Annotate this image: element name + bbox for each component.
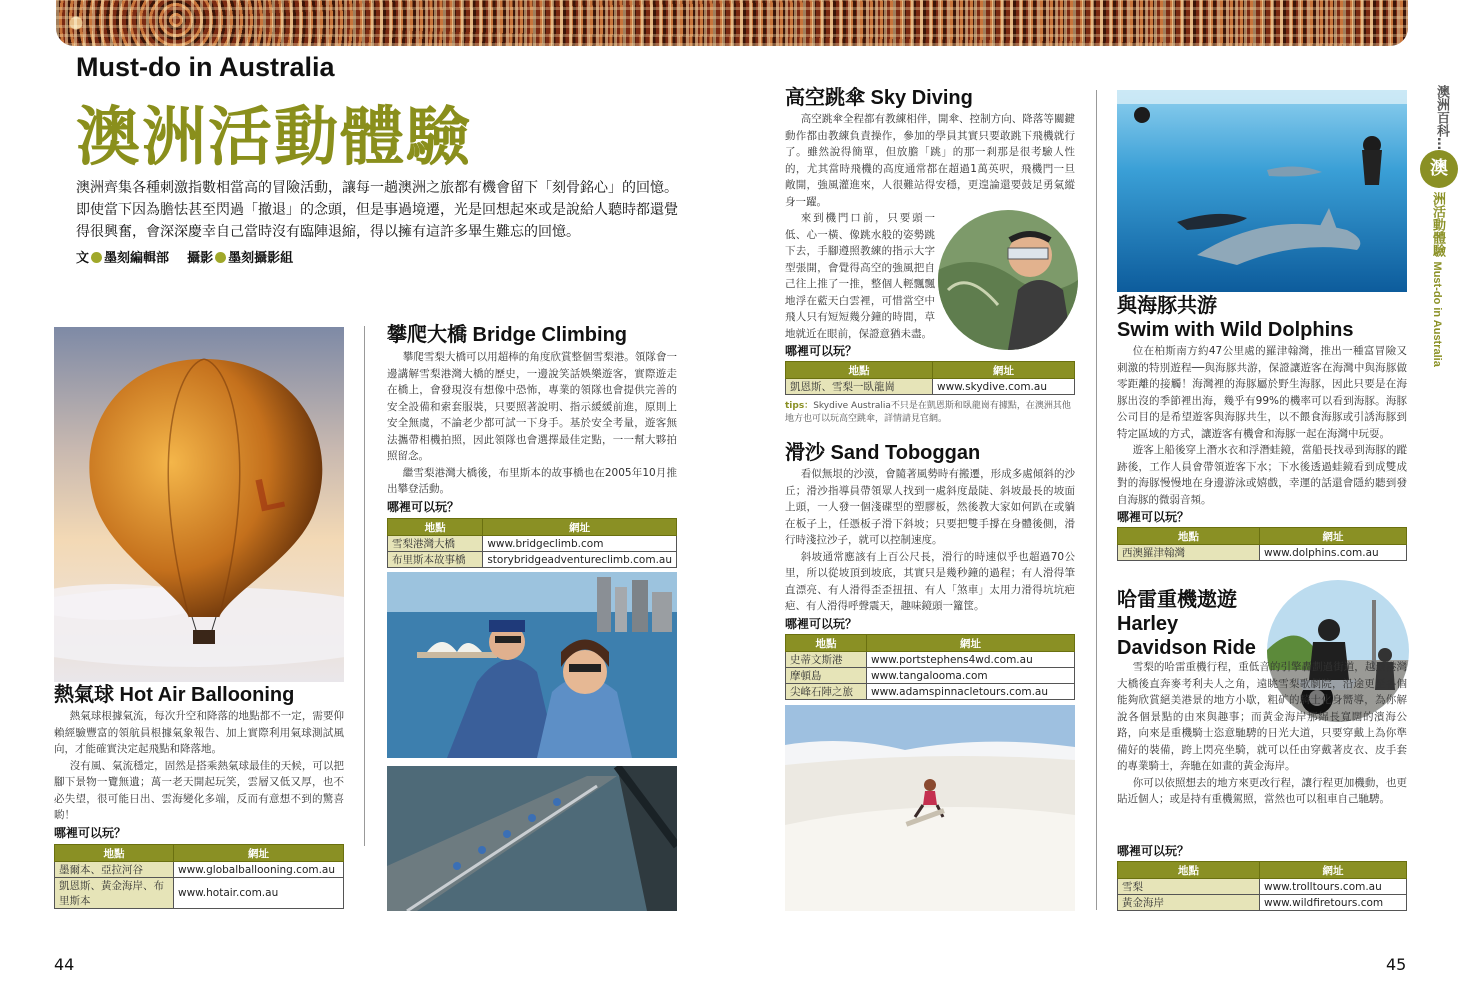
byline: 文 墨刻編輯部 攝影 墨刻攝影組 [76,251,294,266]
balloon-info-table [54,844,344,909]
header-url: 網址 [174,845,344,862]
column-divider [1096,90,1097,910]
sand-where-label: 哪裡可以玩？ [785,617,858,631]
column-divider [364,326,365,846]
balloon-where-label: 哪裡可以玩？ [54,826,127,840]
skydiving-info-table [785,361,1075,395]
header-place: 地點 [786,635,867,652]
harley-body: 雪梨的哈雷重機行程，重低音的引擎轟劃過街道，越過港灣大橋後直奔麥考利夫人之角，遠眺雪梨歌劇院，沿途更至各個能夠欣賞絕美港景的地方小歇，粗矿的騎士化身嚮導，為你解說各個景點的由來與趣事；而黃金海岸那綿長寬闊的濱海公路，向來是重機騎士恣意馳騁的日光大道，只要穿戴上為你準備好的裝備，跨上閃亮坐騎，就可以任由穿戴著皮衣、皮手套的專業騎士，奔馳在如畫的黃金海岸。 你可以依照想去的地方來更改行程，讓行程更加機動，也更貼近個人；或是持有重機駕照，當然也可以租車自己馳騁。 [1117,661,1407,805]
harley-title-en-2: Davidson Ride [1117,637,1256,659]
hot-air-balloon-photo [54,327,344,682]
sidebar-section-title: 洲活動體驗 Must-do in Australia [1430,192,1445,367]
dolphins-info-table [1117,527,1407,561]
table-cell-place: 凱恩斯、雪梨一臥龍崗 [786,379,933,395]
skydiving-body-1: 高空跳傘全程都有教練相伴，開傘、控制方向、降落等關鍵動作都由教練負責操作，參加的學員其實只要敢跳下飛機就行了。雖然說得簡單，但放膽「跳」的那一剎那是很考驗人性的，尤其當時飛機的高度通常都在超過1萬英呎，飛機門一旦敞開，強風灌進來，人很難站得安穩，更遑論還要鼓足勇氣縱身一躍。 [785,113,1075,208]
dolphins-where-label: 哪裡可以玩？ [1117,510,1190,524]
table-cell-url[interactable]: www.tangalooma.com [867,668,1075,684]
table-cell-url[interactable]: www.wildfiretours.com [1260,895,1407,911]
bridge-info-table [387,518,677,568]
header-url: 網址 [1260,528,1407,545]
intro-paragraph: 澳洲齊集各種刺激指數相當高的冒險活動，讓每一趟澳洲之旅都有機會留下「刻骨銘心」的回憶。即使當下因為膽怯甚至閃過「撤退」的念頭，但是事過境遷，光是回想起來或是說給人聽時都還覺得很興奮，會深深慶幸自己當時沒有臨陣退縮，得以擁有這許多畢生難忘的回憶。 [76,180,678,240]
page-number-left: 44 [54,955,75,974]
bridge-body: 攀爬雪梨大橋可以用超棒的角度欣賞整個雪梨港。領隊會一邊講解雪梨港灣大橋的歷史，一邊說笑話娛樂遊客，實際遊走在橋上，會發現沒有想像中恐怖，專業的領隊也會提供完善的安全設備和索套服裝，只要照著說明、指示緩緩前進，原則上安全無虞，不論老少都可試一下身手。基於安全考量，遊客無法攜帶相機拍照，因此領隊也會選擇最佳定點，一一幫大夥拍照留念。 繼雪梨港灣大橋後，布里斯本的故事橋也在2005年10月推出攀登活動。 [387,351,677,495]
table-cell-place: 布里斯本故事橋 [388,552,483,568]
balloon-body: 熱氣球根據氣流，每次升空和降落的地點都不一定，需要仰賴經驗豐富的領航員根據氣象報告、加上實際利用氣球測試風向，才能確實決定起飛點和降落地。 沒有風、氣流穩定，固然是搭乘熱氣球最佳的天候，可以把腳下景物一覽無遺；萬一老天開起玩笑，雲層又低又厚，也不必失望，很可能日出、雲海變化多端，反而有意想不到的驚喜喲！ [54,710,344,821]
header-url: 網址 [933,362,1075,379]
harley-title-zh: 哈雷重機遨遊 [1117,589,1237,611]
dolphin-swim-photo [1117,90,1407,292]
sand-dune-photo [785,705,1075,911]
header-url: 網址 [1260,862,1407,879]
table-cell-place: 史蒂文斯港 [786,652,867,668]
dolphins-body: 位在柏斯南方約47公里處的羅津翰灣，推出一種富冒險又刺激的特別遊程──與海豚共游，保證讓遊客在海灣中與海豚做零距離的接觸！海灣裡的海豚屬於野生海豚，因此只要是在海豚出沒的季節裡出海，幾乎有99%的機率可以看到海豚。海豚公司目的是希望遊客與海豚共生，以不餵食海豚或引誘海豚到特定區域的方式，讓遊客有機會和海豚一起在海灣中玩耍。 遊客上船後穿上潛水衣和浮潛蛙鏡，當船長找尋到海豚的蹤跡後，工作人員會帶領遊客下水；下水後透過蛙鏡看到成雙成對的海豚慢慢地在身邊游泳或嬉戲，幸運的話還會隱約聽到發自海豚的微弱音頻。 [1117,345,1407,506]
skydiving-tips: tips：Skydive Australia不只是在凱恩斯和臥龍崗有據點，在澳洲其他地方也可以玩高空跳傘，詳情請見官網。 [785,401,1071,424]
table-cell-url[interactable]: www.hotair.com.au [174,878,344,909]
bridge-title: 攀爬大橋 Bridge Climbing [387,324,627,346]
table-cell-place: 雪梨港灣大橋 [388,536,483,552]
sand-body: 看似無垠的沙漠，會隨著風勢時有搬遷，形成多處傾斜的沙丘；滑沙指導員帶領眾人找到一處斜度最陡、斜坡最長的坡面上頭，一人發一個淺碟型的塑膠板，然後教大家如何趴在或躺在板子上，任憑板子滑下斜坡；只要把雙手撐在身體後側，滑行時淺拉沙子，就可以控制速度。 斜坡通常應該有上百公尺長，滑行的時速似乎也超過70公里，所以從坡頂到坡底，其實只是幾秒鐘的過程；有人滑得筆直漂亮、有人滑得歪歪扭扭、有人「煞車」太用力滑得坑坑疤疤、有人滑得呼聲震天，趣味鏡頭一籮筐。 [785,468,1075,612]
svg-text:L: L [250,465,289,522]
balloon-title: 熱氣球 Hot Air Ballooning [54,684,295,706]
header-url: 網址 [867,635,1075,652]
bridge-climbers-photo [387,572,677,758]
harley-info-table [1117,861,1407,911]
table-cell-url[interactable]: storybridgeadventureclimb.com.au [483,552,677,568]
header-place: 地點 [1118,862,1260,879]
sand-title: 滑沙 Sand Toboggan [785,442,981,464]
header-place: 地點 [1118,528,1260,545]
sidebar-circle-badge: 澳 [1420,150,1458,188]
table-cell-url[interactable]: www.portstephens4wd.com.au [867,652,1075,668]
skydiving-title: 高空跳傘 Sky Diving [785,87,973,109]
harley-where-label: 哪裡可以玩？ [1117,844,1190,858]
header-url: 網址 [483,519,677,536]
harley-title-en-1: Harley [1117,613,1179,635]
table-cell-place: 尖峰石陣之旅 [786,684,867,700]
table-cell-place: 黃金海岸 [1118,895,1260,911]
table-cell-place: 雪梨 [1118,879,1260,895]
sidebar-label: 澳洲百科… [1434,85,1449,150]
header-place: 地點 [55,845,174,862]
skydiver-photo [938,210,1078,350]
sand-info-table [785,634,1075,700]
table-cell-place: 西澳羅津翰灣 [1118,545,1260,561]
header-place: 地點 [786,362,933,379]
table-cell-url[interactable]: www.trolltours.com.au [1260,879,1407,895]
table-cell-url[interactable]: www.dolphins.com.au [1260,545,1407,561]
table-cell-place: 摩頓島 [786,668,867,684]
page-number-right: 45 [1386,955,1407,974]
title-zh: 澳洲活動體驗 [76,101,472,175]
dolphins-title-en: Swim with Wild Dolphins [1117,319,1354,341]
table-cell-place: 墨爾本、亞拉河谷 [55,862,174,878]
table-cell-place: 凱恩斯、黃金海岸、布里斯本 [55,878,174,909]
header-place: 地點 [388,519,483,536]
table-cell-url[interactable]: www.adamspinnacletours.com.au [867,684,1075,700]
table-cell-url[interactable]: www.bridgeclimb.com [483,536,677,552]
aboriginal-art-banner [56,0,1408,46]
bridge-arch-photo [387,766,677,911]
skydiving-where-label: 哪裡可以玩？ [785,344,858,358]
title-en: Must-do in Australia [76,52,335,82]
dolphins-title-zh: 與海豚共游 [1117,295,1217,317]
table-cell-url[interactable]: www.skydive.com.au [933,379,1075,395]
table-cell-url[interactable]: www.globalballooning.com.au [174,862,344,878]
bridge-where-label: 哪裡可以玩？ [387,500,460,514]
skydiving-body-2: 來到機門口前，只要頭一低、心一橫、像跳水般的姿勢跳下去，手腳遵照教練的指示大字型張開，會覺得高空的強風把自己往上推了一推，整個人輕飄飄地浮在藍天白雲裡，可惜當空中飛人只有短短幾分鐘的時間，草地就近在眼前，保證意猶未盡。 [785,212,935,340]
